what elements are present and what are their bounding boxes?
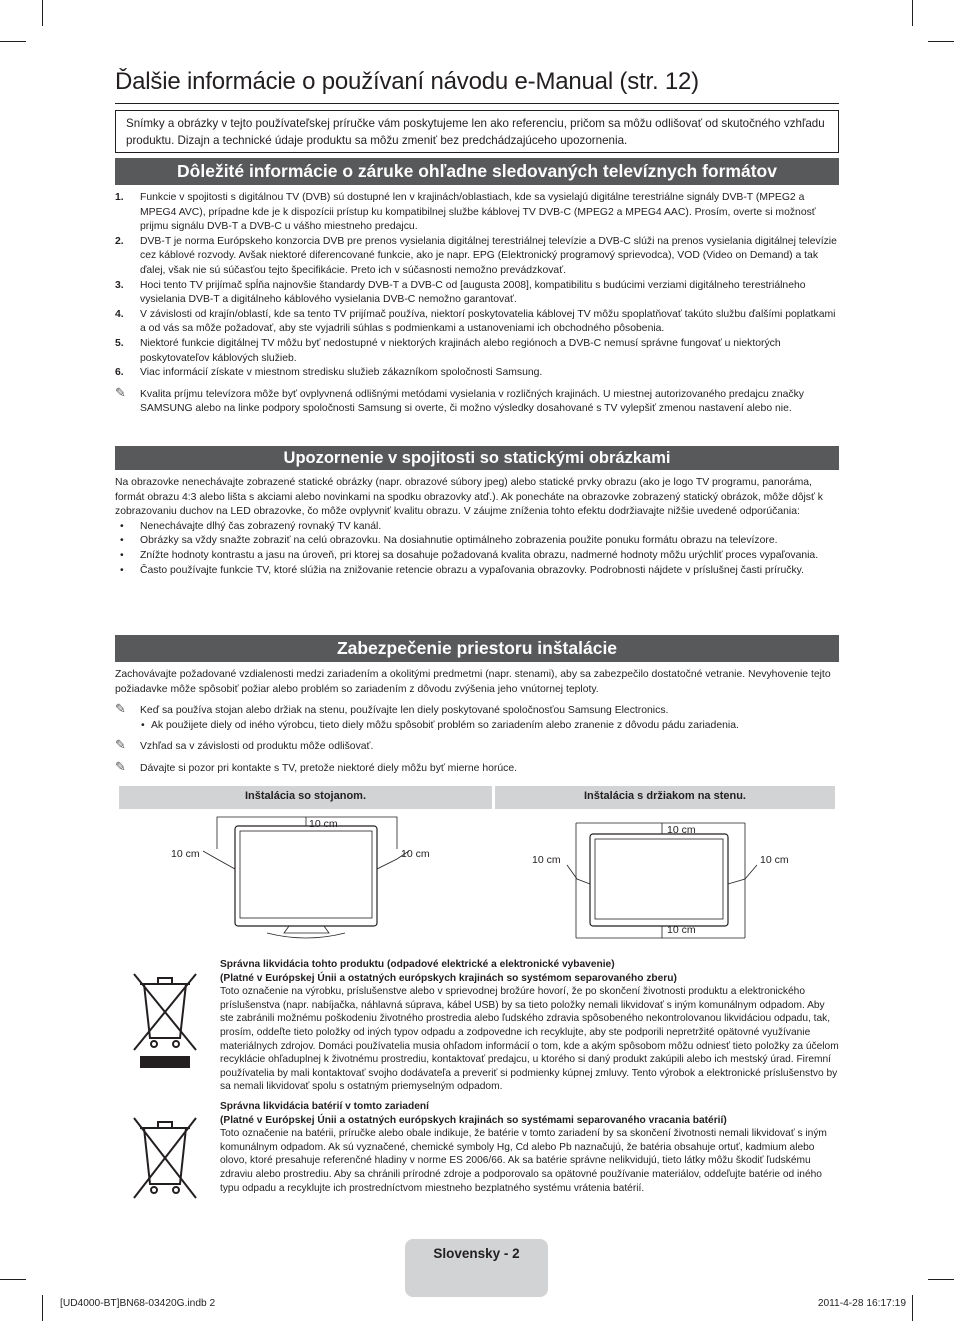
tv-stand-base — [267, 933, 345, 938]
install-note-3-text: Dávajte si pozor pri kontakte s TV, pretože niektoré diely môžu byť mierne horúce. — [140, 762, 517, 774]
tv-frame — [235, 826, 377, 926]
warranty-item-text: Viac informácií získate v miestnom stredisku služieb zákazníkom spoločnosti Samsung. — [140, 367, 543, 379]
static-section — [115, 476, 837, 578]
warranty-note — [115, 384, 837, 417]
warranty-item — [115, 235, 837, 279]
install-wall-header: Inštalácia s držiakom na stenu. — [495, 786, 835, 809]
warranty-item-text: Hoci tento TV prijímač spĺňa najnovšie štandardy DVB-T a DVB-C od [augusta 2008], kompatibilitu s budúcimi verziami digitálneho terestriálneho vysielania DVB-T a digitálneho káblového vysielania DVB-C nemožno garantovať. — [140, 279, 806, 306]
note-pencil-icon: ✎ — [115, 758, 126, 774]
warranty-item-number: 6. — [115, 367, 124, 379]
warranty-item-number: 5. — [115, 337, 124, 349]
crop-mark — [912, 1295, 913, 1321]
battery-disposal-title: Správna likvidácia batérií v tomto zariadení — [220, 1101, 429, 1112]
warranty-item — [115, 191, 837, 235]
clearance-label-top: 10 cm — [667, 824, 696, 836]
install-note-1 — [115, 701, 837, 719]
tv-frame — [590, 834, 728, 926]
warranty-item-number: 4. — [115, 308, 124, 320]
clearance-outline — [217, 817, 397, 849]
title-rule — [115, 103, 839, 104]
warranty-item — [115, 337, 837, 366]
static-bullet: • Často používajte funkcie TV, ktoré slúžia na znižovanie retencie obrazu a vypaľovania obrazovky. Podrobnosti nájdete v príslušnej časti príručky. — [115, 564, 837, 579]
crop-mark — [928, 1279, 954, 1280]
stand-install-diagram — [119, 809, 492, 951]
wall-install-diagram — [495, 809, 835, 951]
crop-mark — [42, 0, 43, 26]
clearance-leader-left — [567, 865, 590, 884]
page-title: Ďalšie informácie o používaní návodu e-Manual (str. 12) — [115, 68, 699, 95]
install-stand-header: Inštalácia so stojanom. — [119, 786, 492, 809]
warranty-item-text: V závislosti od krajín/oblastí, kde sa tento TV prijímač používa, niektorí poskytovatelia káblovej TV môžu spoplatňovať takúto službu ďalšími poplatkami a od vás sa môže požadovať, aby ste vyjadrili súhlas s podmienkami a ustanoveniami ich obchodného pôsobenia. — [140, 308, 836, 335]
product-disposal-subtitle: (Platné v Európskej Únii a ostatných európskych krajinách so systémom separovaného zberu) — [220, 972, 677, 984]
warranty-item — [115, 308, 837, 337]
tv-screen — [240, 831, 372, 918]
static-bullet: • Nenechávajte dlhý čas zobrazený rovnaký TV kanál. — [115, 520, 837, 535]
warranty-item-text: Niektoré funkcie digitálnej TV môžu byť nedostupné v niektorých krajinách alebo regiónoch a DVB-C nemusí správne fungovať u niektorých poskytovateľov káblových služieb. — [140, 337, 781, 364]
note-pencil-icon: ✎ — [115, 737, 126, 753]
static-intro: Na obrazovke nenechávajte zobrazené statické obrázky (napr. obrazové súbory jpeg) alebo statické prvky obrazu (ako je logo TV programu, panoráma, formát obrazu 4:3 alebo lišta s akciami alebo novinkami na spodku obrazovky atď.). Ak ponecháte na obrazovke zobrazený statický obrázok, môže dôjsť k zobrazovaniu duchov na LED obrazovke, čo môže ovplyvniť kvalitu obrazu. V záujme zníženia tohto efektu dodržiavajte nižšie uvedené odporúčania: — [115, 477, 823, 518]
battery-disposal — [220, 1100, 840, 1195]
install-note-2 — [115, 737, 837, 755]
static-bullets — [115, 520, 837, 578]
clearance-label-right: 10 cm — [401, 848, 430, 860]
warranty-note-text: Kvalita príjmu televízora môže byť ovplyvnená odlišnými metódami vysielania v rozličných krajinách. U miestnej autorizovaného predajcu značky SAMSUNG alebo na linke podpory spoločnosti Samsung si overte, či možno výsledky dosahované s TV vylepšiť zmenou nastavení alebo nie. — [140, 388, 805, 415]
warranty-item — [115, 279, 837, 308]
footer-file-name: [UD4000-BT]BN68-03420G.indb 2 — [60, 1298, 216, 1309]
install-section — [115, 668, 837, 777]
static-bullet: • Znížte hodnoty kontrastu a jasu na úroveň, pri ktorej sa dosahuje požadovaná kvalita obrazu, nadmerné hodnoty môžu urýchliť proces vypaľovania. — [115, 549, 837, 564]
battery-disposal-subtitle: (Platné v Európskej Únii a ostatných európskych krajinách so systémami separovaného vracania batérií) — [220, 1114, 727, 1126]
install-note-3 — [115, 758, 837, 777]
install-intro: Zachovávajte požadované vzdialenosti medzi zariadením a okolitými predmetmi (napr. stenami), aby sa zabezpečilo dostatočné vetranie. Nevyhovenie tejto požiadavke môže spôsobiť požiar alebo problém so zariadením z dôvodu zvýšenia jeho vnútornej teploty. — [115, 669, 831, 695]
clearance-label-top: 10 cm — [309, 818, 338, 830]
intro-note-box: Snímky a obrázky v tejto používateľskej príručke vám poskytujeme len ako referenciu, pričom sa môžu odlišovať od skutočného vzhľadu produktu. Dizajn a technické údaje produktu sa môžu zmeniť bez predchádzajúceho upozornenia. — [115, 110, 839, 153]
crop-mark — [912, 0, 913, 26]
crop-mark — [0, 1279, 26, 1280]
note-pencil-icon: ✎ — [115, 384, 126, 400]
battery-crossed-bin-icon — [130, 1114, 200, 1206]
static-heading: Upozornenie v spojitosti so statickými obrázkami — [115, 446, 839, 470]
warranty-item — [115, 366, 837, 381]
install-heading: Zabezpečenie priestoru inštalácie — [115, 635, 839, 662]
clearance-label-left: 10 cm — [171, 848, 200, 860]
clearance-leader-right — [728, 865, 757, 884]
install-note-1-sub: • Ak použijete diely od iného výrobcu, tieto diely môžu spôsobiť problém so zariadením alebo zranenie z dôvodu pádu zariadenia. — [115, 719, 837, 734]
note-pencil-icon: ✎ — [115, 701, 126, 717]
warranty-items — [115, 191, 837, 381]
tv-screen — [595, 839, 723, 919]
warranty-item-number: 2. — [115, 235, 124, 247]
product-disposal-text: Toto označenie na výrobku, príslušenstve alebo v sprievodnej brožúre hovorí, že po skončení životnosti produktu a elektronického príslušenstva (napr. nabíjačka, náhlavná súprava, kábel USB) by sa tieto položky nemali likvidovať s iným komunálnym odpadom. Aby ste zabránili možnému poškodeniu životného prostredia alebo ľudského zdravia spôsobeného nekontrolovanou likvidáciou odpadu, tak, prosím, oddeľte tieto položky od iných typov odpadu a zodpovedne ich recyklujte, aby ste podporili nepretržité opätovné využívanie materiálnych zdrojov. Domáci používatelia musia ohľadom informácií o tom, kde a akým spôsobom môžu odniesť tieto položky za účelom recyklácie ohľaduplnej k životnému prostrediu, kontaktovať predajcu, u ktorého si daný produkt zakúpili alebo ich mestský úrad. Firemní používatelia by mali kontaktovať svojho dodávateľa a preveriť si podmienky kúpnej zmluvy. Tento výrobok a elektronické príslušenstvo by sa nemali likvidovať spolu s ostatným priemyselným odpadom. — [220, 986, 839, 1093]
warranty-list — [115, 191, 837, 417]
warranty-item-text: DVB-T je norma Európskeho konzorcia DVB pre prenos vysielania digitálnej terestriálnej televízie a DVB-C slúži na prenos vysielania digitálnej televízie cez káblové rozvody. Avšak niektoré diferencované funkcie, ako je napr. EPG (Elektronický programový sprievodca), VOD (Video on Demand) a tak ďalej, však nie sú súčasťou tejto špecifikácie. Preto ich v súčasnosti nemožno prevádzkovať. — [140, 235, 837, 276]
crop-mark — [0, 41, 26, 42]
warranty-item-text: Funkcie v spojitosti s digitálnou TV (DVB) sú dostupné len v krajinách/oblastiach, kde sa vysielajú digitálne terestriálne signály DVB-T (MPEG2 a MPEG4 AVC), prípadne kde je k dispozícii prístup ku kompatibilnej službe káblovej TV DVB-C (MPEG2 a MPEG4 AAC). Prosím, overte si možnosť prijmu signálu DVB-T a DVB-C u vášho miestneho predajcu. — [140, 192, 816, 233]
warranty-item-number: 3. — [115, 279, 124, 291]
warranty-item-number: 1. — [115, 192, 124, 203]
install-note-2-text: Vzhľad sa v závislosti od produktu môže odlišovať. — [140, 741, 374, 753]
footer-timestamp: 2011-4-28 16:17:19 — [817, 1298, 906, 1309]
warranty-heading: Dôležité informácie o záruke ohľadne sledovaných televíznych formátov — [115, 158, 839, 185]
tv-stand-neck — [284, 926, 329, 933]
weee-crossed-bin-icon — [130, 970, 200, 1072]
clearance-label-left: 10 cm — [532, 854, 561, 866]
clearance-label-right: 10 cm — [760, 854, 789, 866]
clearance-outline — [576, 823, 745, 938]
clearance-leader-left — [203, 851, 235, 869]
product-disposal — [220, 958, 840, 1094]
battery-disposal-text: Toto označenie na batérii, príručke alebo obale indikuje, že batérie v tomto zariadení by sa skončení životnosti nemali likvidovať s iným komunálnym odpadom. Ak sú vyznačené, chemické symboly Hg, Cd alebo Pb naznačujú, že batéria obsahuje ortuť, kadmium alebo olovo, ktoré presahuje referenčné hladiny v norme ES 2006/66. Ak sa batérie správne nelikvidujú, tieto látky môžu škodiť ľudskému zdraviu alebo prostrediu. Aby sa chránili prírodné zdroje a podporovalo sa opätovné používanie materiálov, oddeľujte batérie od iného typu odpadu a recyklujte ich prostredníctvom miestneho bezplatného systému vrátenia batérií. — [220, 1128, 827, 1194]
crop-mark — [42, 1295, 43, 1321]
product-disposal-title: Správna likvidácia tohto produktu (odpadové elektrické a elektronické vybavenie) — [220, 959, 615, 970]
clearance-label-bottom: 10 cm — [667, 924, 696, 936]
crop-mark — [928, 41, 954, 42]
page-number: Slovensky - 2 — [405, 1239, 548, 1297]
static-bullet: • Obrázky sa vždy snažte zobraziť na celú obrazovku. Na dosiahnutie optimálneho zobrazenia použite ponuku formátu obrazu na televízore. — [115, 534, 837, 549]
install-note-1-text: Keď sa používa stojan alebo držiak na stenu, používajte len diely poskytované spoločnosťou Samsung Electronics. — [140, 705, 669, 717]
